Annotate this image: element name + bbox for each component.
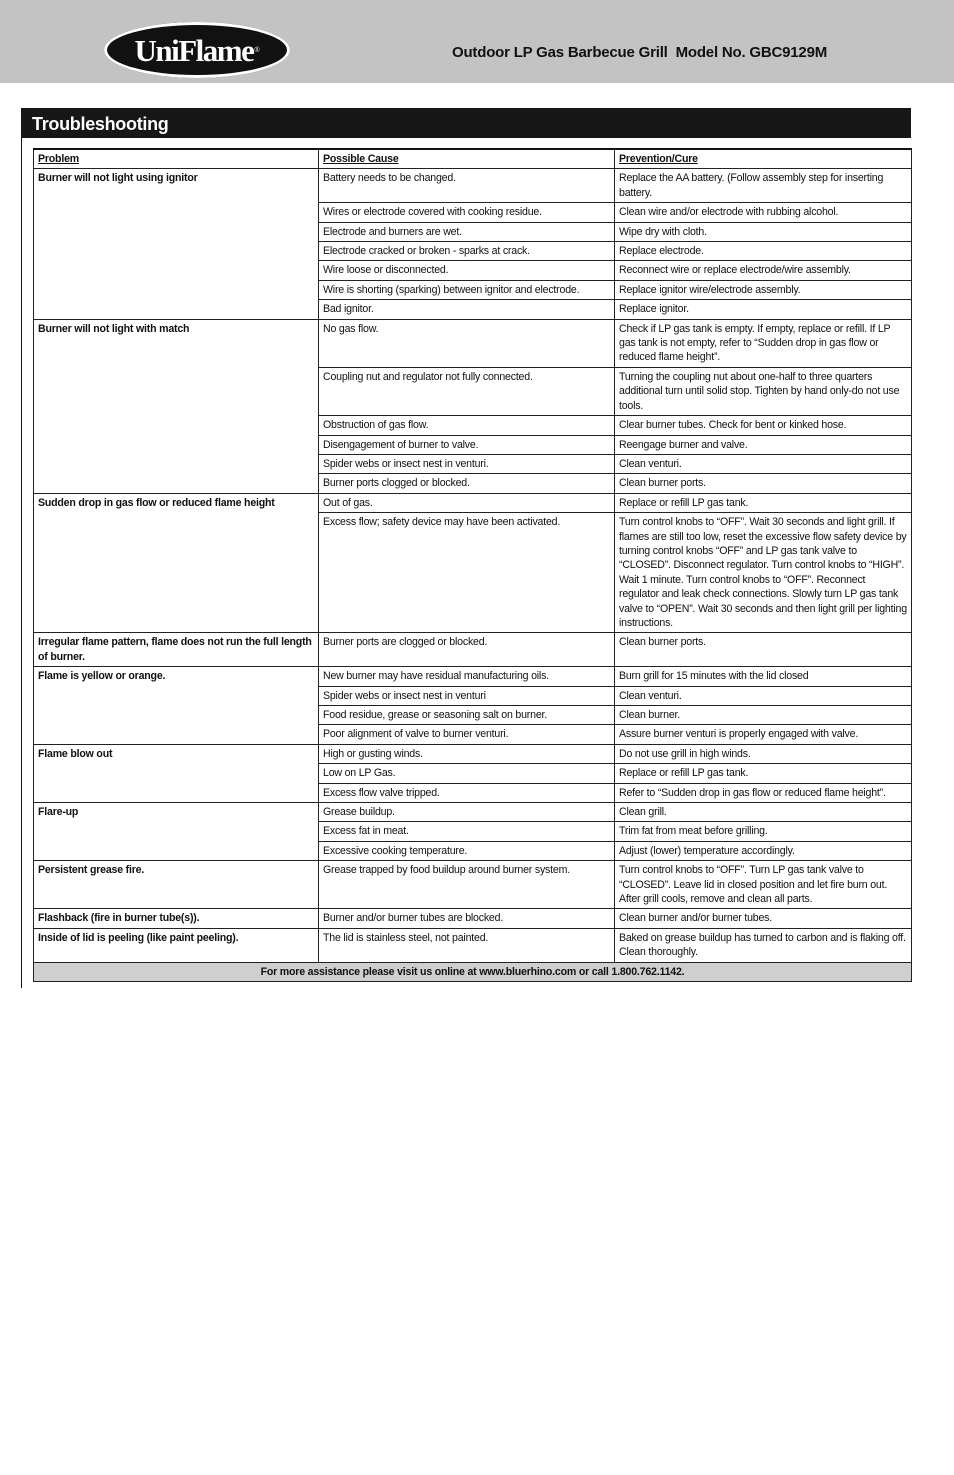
cause-cell: Electrode cracked or broken - sparks at crack.: [319, 242, 615, 261]
cure-cell: Clean wire and/or electrode with rubbing alcohol.: [615, 203, 912, 222]
column-header-cause: Possible Cause: [319, 149, 615, 169]
logo-oval: [108, 26, 286, 74]
cure-cell: Replace or refill LP gas tank.: [615, 493, 912, 512]
cause-cell: No gas flow.: [319, 319, 615, 367]
table-row: [34, 667, 912, 686]
table-row: [34, 493, 912, 512]
cure-cell: Clear burner tubes. Check for bent or kinked hose.: [615, 416, 912, 435]
cause-cell: Poor alignment of valve to burner venturi.: [319, 725, 615, 744]
cure-cell: Refer to “Sudden drop in gas flow or reduced flame height”.: [615, 783, 912, 802]
cause-cell: Spider webs or insect nest in venturi: [319, 686, 615, 705]
assistance-footer: For more assistance please visit us online at www.bluerhino.com or call 1.800.762.1142.: [34, 962, 912, 981]
problem-cell: Flame is yellow or orange.: [34, 667, 319, 745]
cause-cell: Wire is shorting (sparking) between ignitor and electrode.: [319, 280, 615, 299]
cause-cell: Spider webs or insect nest in venturi.: [319, 454, 615, 473]
cure-cell: Reconnect wire or replace electrode/wire assembly.: [615, 261, 912, 280]
table-header-row: [34, 149, 912, 169]
section-title: Troubleshooting: [32, 114, 169, 134]
problem-cell: Inside of lid is peeling (like paint peeling).: [34, 928, 319, 962]
cure-cell: Replace electrode.: [615, 242, 912, 261]
cause-cell: New burner may have residual manufacturing oils.: [319, 667, 615, 686]
cause-cell: Bad ignitor.: [319, 300, 615, 319]
cure-cell: Replace the AA battery. (Follow assembly step for inserting battery.: [615, 169, 912, 203]
cure-cell: Burn grill for 15 minutes with the lid closed: [615, 667, 912, 686]
cure-cell: Baked on grease buildup has turned to carbon and is flaking off. Clean thoroughly.: [615, 928, 912, 962]
table-body: [34, 169, 912, 962]
cure-cell: Reengage burner and valve.: [615, 435, 912, 454]
cause-cell: Wires or electrode covered with cooking residue.: [319, 203, 615, 222]
cause-cell: Excess flow valve tripped.: [319, 783, 615, 802]
column-header-problem: Problem: [34, 149, 319, 169]
cure-cell: Do not use grill in high winds.: [615, 744, 912, 763]
cure-cell: Replace or refill LP gas tank.: [615, 764, 912, 783]
problem-cell: Irregular flame pattern, flame does not run the full length of burner.: [34, 633, 319, 667]
cause-cell: Burner ports clogged or blocked.: [319, 474, 615, 493]
table-row: [34, 928, 912, 962]
cause-cell: Disengagement of burner to valve.: [319, 435, 615, 454]
table-row: [34, 803, 912, 822]
uniflame-logo: [104, 22, 290, 78]
cause-cell: Food residue, grease or seasoning salt on burner.: [319, 706, 615, 725]
page-header: [0, 0, 954, 83]
cause-cell: Battery needs to be changed.: [319, 169, 615, 203]
cause-cell: Electrode and burners are wet.: [319, 222, 615, 241]
cure-cell: Turn control knobs to “OFF”. Wait 30 seconds and light grill. If flames are still too low, reset the excessive flow safety device by turning control knobs “OFF” and LP gas tank valve to “CLOSED”. Disconnect regulator. Turn control knobs to “HIGH”. Wait 1 minute. Turn control knobs to “OFF”. Reconnect regulator and leak check connections. Slowly turn LP gas tank valve to “OPEN”. Wait 30 seconds and then light grill per lighting instructions.: [615, 513, 912, 633]
cause-cell: Low on LP Gas.: [319, 764, 615, 783]
cause-cell: Burner ports are clogged or blocked.: [319, 633, 615, 667]
problem-cell: Flare-up: [34, 803, 319, 861]
cause-cell: Coupling nut and regulator not fully connected.: [319, 367, 615, 415]
cause-cell: Excess flow; safety device may have been activated.: [319, 513, 615, 633]
troubleshooting-table: [33, 148, 912, 982]
cure-cell: Assure burner venturi is properly engaged with valve.: [615, 725, 912, 744]
cure-cell: Turn control knobs to “OFF”. Turn LP gas tank valve to “CLOSED”. Leave lid in closed position and let fire burn out. After grill cools, remove and clean all parts.: [615, 861, 912, 909]
cause-cell: Excessive cooking temperature.: [319, 841, 615, 860]
cure-cell: Clean burner and/or burner tubes.: [615, 909, 912, 928]
header-title: Outdoor LP Gas Barbecue Grill Model No. GBC9129M: [452, 44, 827, 61]
cure-cell: Trim fat from meat before grilling.: [615, 822, 912, 841]
section-bar: [21, 108, 911, 138]
cause-cell: Grease trapped by food buildup around burner system.: [319, 861, 615, 909]
problem-cell: Burner will not light using ignitor: [34, 169, 319, 319]
problem-cell: Flashback (fire in burner tube(s)).: [34, 909, 319, 928]
cure-cell: Clean venturi.: [615, 454, 912, 473]
cause-cell: Out of gas.: [319, 493, 615, 512]
problem-cell: Flame blow out: [34, 744, 319, 802]
cause-cell: Obstruction of gas flow.: [319, 416, 615, 435]
cure-cell: Clean burner.: [615, 706, 912, 725]
table-row: [34, 633, 912, 667]
cure-cell: Clean burner ports.: [615, 474, 912, 493]
cause-cell: Excess fat in meat.: [319, 822, 615, 841]
cure-cell: Adjust (lower) temperature accordingly.: [615, 841, 912, 860]
table-row: [34, 909, 912, 928]
cure-cell: Replace ignitor.: [615, 300, 912, 319]
cause-cell: Wire loose or disconnected.: [319, 261, 615, 280]
table-row: [34, 319, 912, 367]
cure-cell: Clean grill.: [615, 803, 912, 822]
cure-cell: Wipe dry with cloth.: [615, 222, 912, 241]
table-row: [34, 861, 912, 909]
logo-registered-mark: ®: [254, 46, 260, 54]
cure-cell: Turning the coupling nut about one-half to three quarters additional turn until solid stop. Tighten by hand only-do not use tools.: [615, 367, 912, 415]
cure-cell: Check if LP gas tank is empty. If empty, replace or refill. If LP gas tank is not empty, refer to “Sudden drop in gas flow or reduced flame height”.: [615, 319, 912, 367]
cause-cell: Burner and/or burner tubes are blocked.: [319, 909, 615, 928]
cause-cell: Grease buildup.: [319, 803, 615, 822]
problem-cell: Persistent grease fire.: [34, 861, 319, 909]
logo-text: UniFlame: [134, 32, 254, 68]
column-header-cure: Prevention/Cure: [615, 149, 912, 169]
cure-cell: Clean burner ports.: [615, 633, 912, 667]
problem-cell: Burner will not light with match: [34, 319, 319, 493]
table-footer-row: [34, 962, 912, 981]
cure-cell: Clean venturi.: [615, 686, 912, 705]
problem-cell: Sudden drop in gas flow or reduced flame height: [34, 493, 319, 633]
cause-cell: High or gusting winds.: [319, 744, 615, 763]
left-rule: [21, 138, 22, 988]
table-row: [34, 169, 912, 203]
table-row: [34, 744, 912, 763]
cause-cell: The lid is stainless steel, not painted.: [319, 928, 615, 962]
cure-cell: Replace ignitor wire/electrode assembly.: [615, 280, 912, 299]
